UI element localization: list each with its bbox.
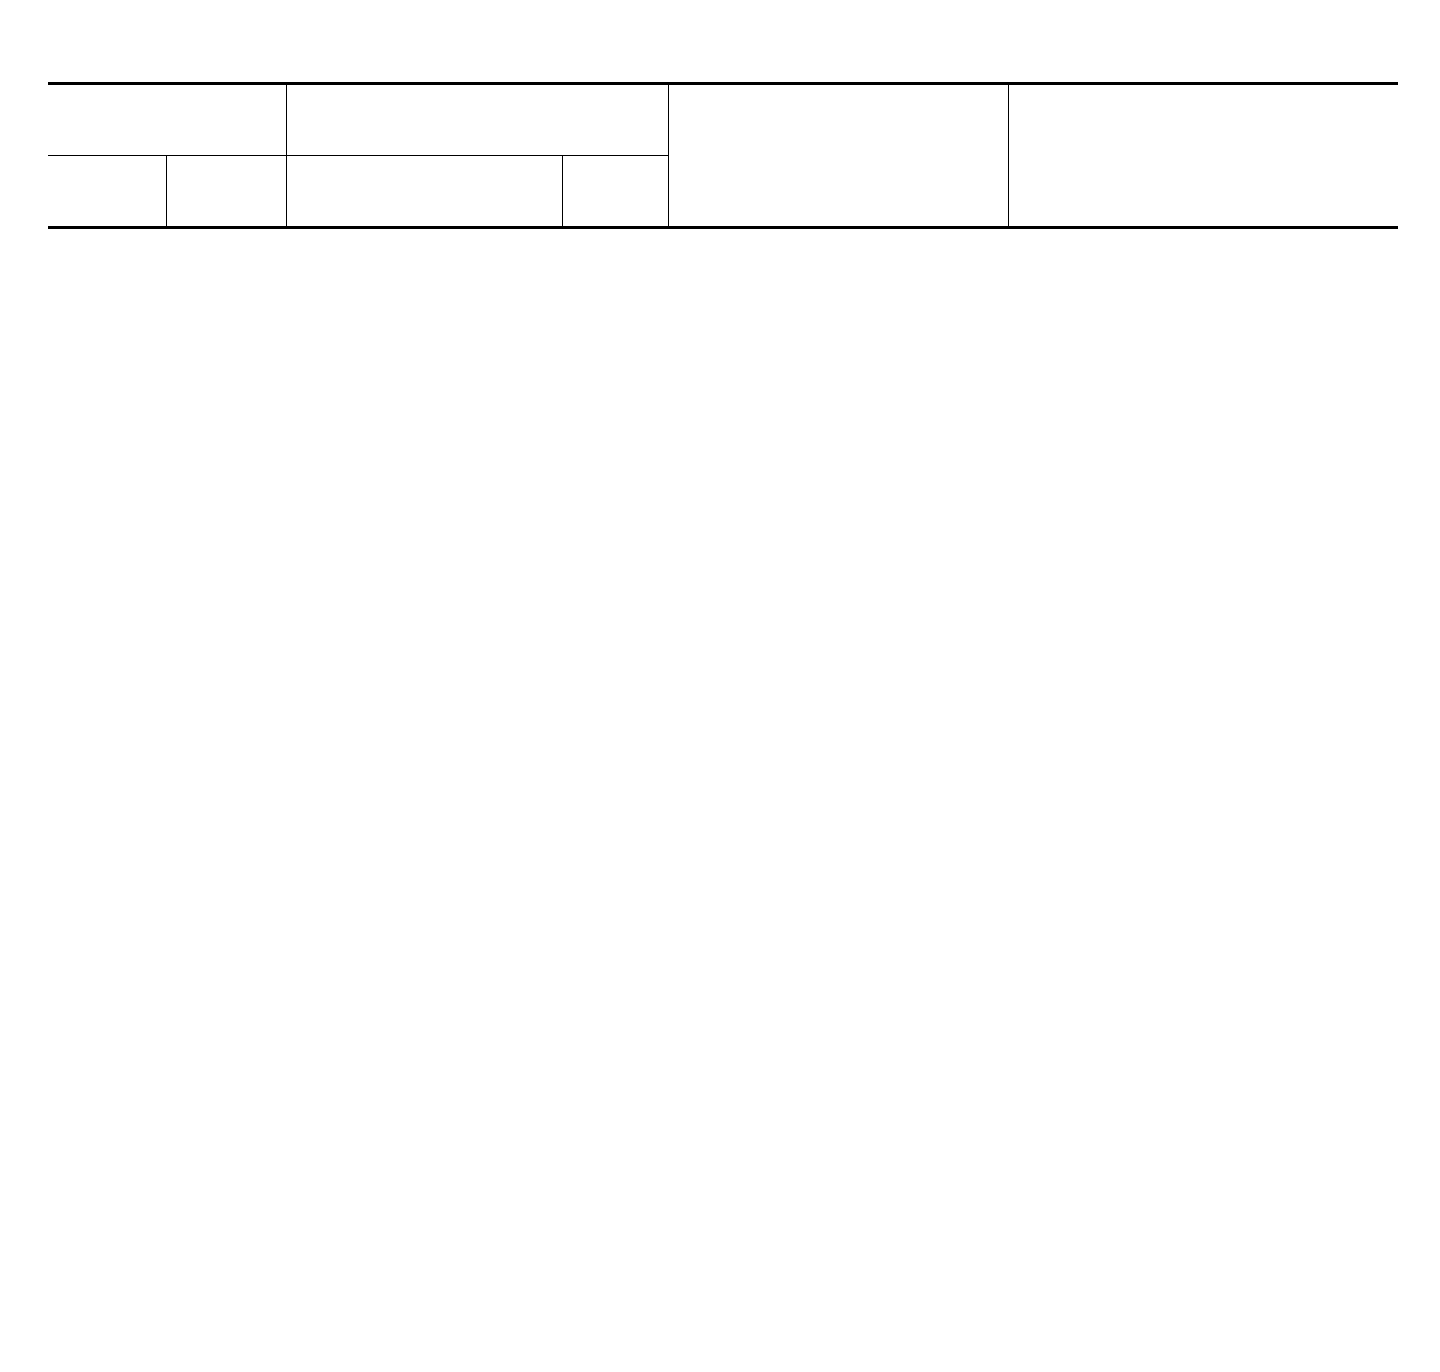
physical-values-table bbox=[48, 82, 1398, 229]
minus-header bbox=[166, 156, 286, 228]
voltage-header bbox=[1008, 84, 1398, 228]
description-header bbox=[286, 84, 668, 156]
signal-name-header bbox=[286, 156, 562, 228]
io-header bbox=[562, 156, 668, 228]
terminal-header bbox=[48, 84, 286, 156]
plus-header bbox=[48, 156, 166, 228]
condition-header bbox=[668, 84, 1008, 228]
